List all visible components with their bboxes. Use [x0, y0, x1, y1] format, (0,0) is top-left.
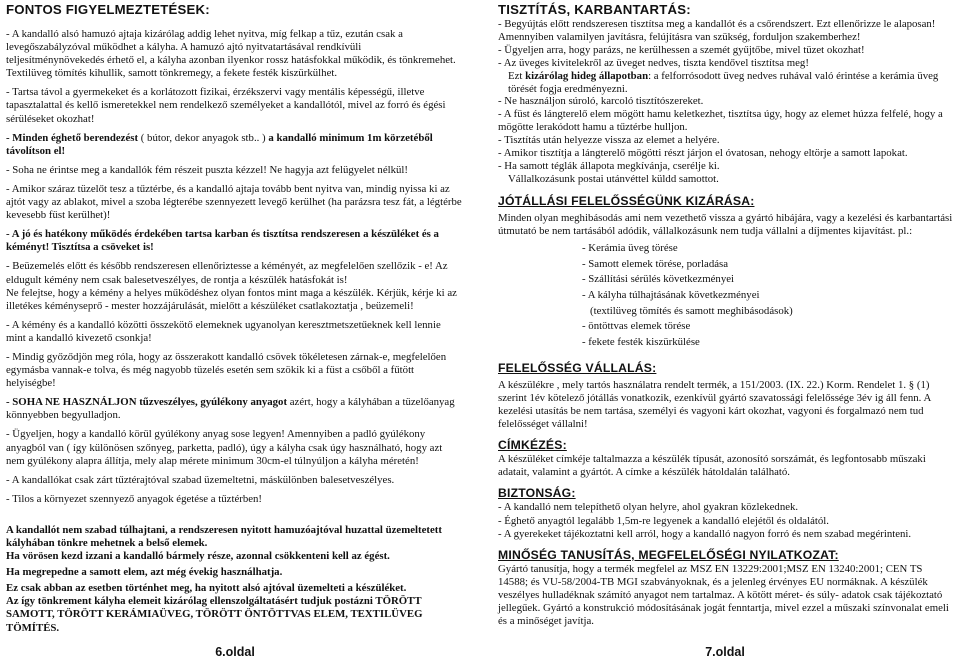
right-page [490, 0, 960, 662]
warning-paragraph: - Ügyeljen, hogy a kandalló körül gyúlékony anyag sose legyen! Amennyiben a padló gyúlékony anyagból van ( így különösen szőnyeg, parketta, padló), úgy a kályha csak úgy használható, hogy azt nem gyúlékony alapra állítja, mely alap mérete minimum 30cm-el túlnyúljon a kályha méretén! [6, 428, 443, 467]
warranty-title: JÓTÁLLÁSI FELELŐSSÉGÜNK KIZÁRÁSA: [498, 193, 755, 208]
safety-line: - A gyerekeket tájékoztatni kell arról, hogy a kandalló nagyon forró és nem szabad megérinteni. [498, 527, 912, 540]
warranty-item: - fekete festék kiszürkülése [582, 336, 700, 349]
warranty-item: - Samott elemek törése, porladása [582, 257, 729, 270]
certification-text: Gyártó tanusítja, hogy a termék megfelel az MSZ EN 13229:2001;MSZ EN 13240:2001; CEN TS 14588; és VU-58/2004-TB MGI szabványoknak, és a jelenleg érvényes EU normáknak. A készülék veszélyes hulladéknak számító anyagot nem tartalmaz. A kötött méret- és súly- adatok csak tájékoztató jellegűek. Gyártó a konstrukció módosításának jogát fenntartja, mivel ezzel a műszaki színvonalat emeli és a minőséget javítja. [498, 562, 949, 628]
cleaning-line: - Az üveges kivitelekről az üveget nedves, tiszta kendővel tisztítsa meg! [498, 56, 809, 69]
bold-notice-line: Ez csak abban az esetben történhet meg, ha nyitott alsó ajtóval üzemelteti a készüléket. [6, 582, 407, 595]
cleaning-line: Vállalkozásunk postai utánvéttel küldd samottot. [508, 172, 719, 185]
warning-paragraph [6, 132, 462, 158]
warning-paragraph [6, 396, 462, 422]
warning-paragraph: - A jó és hatékony működés érdekében tartsa karban és tisztítsa rendszeresen a készüléket és a kéményt! Tisztítsa a csöveket is! [6, 228, 439, 254]
cleaning-line: - Begyújtás előtt rendszeresen tisztítsa meg a kandallót és a csőrendszert. Ezt ellenőrizze le alaposan! Amennyiben valamilyen javításra, felújításra van szükség, forduljon szakemberhez! [498, 18, 936, 43]
page-number: 7.oldal [705, 645, 745, 659]
warranty-item: (textilüveg tömítés és samott meghibásodások) [590, 304, 793, 317]
cleaning-line: - Amikor tisztítja a lángterelő mögötti részt járjon el óvatosan, nehogy eltörje a samott lapokat. [498, 147, 908, 160]
bold-notice-line: Ha vörösen kezd izzani a kandalló bármely része, azonnal csökkenteni kell az égést. [6, 550, 390, 563]
cleaning-bold-part: kizárólag hideg állapotban [525, 69, 649, 82]
warning-bold-part: - SOHA NE HASZNÁLJON [6, 396, 137, 409]
warning-paragraph: - Mindig győződjön meg róla, hogy az összerakott kandalló csövek tökéletesen zárnak-e, megfelelően egymásba vannak-e tolva, és még nagyobb tüzelés esetén sem szökik ki a füst a csőből a fűtött helyiségbe! [6, 350, 447, 390]
warning-paragraph: - Amikor száraz tüzelőt tesz a tűztérbe, és a kandalló ajtaja tovább bent nyitva van, mindig nyissa ki az ajtót vagy az ablakot, mivel a szoba légterébe szennyezett levegő kerülhet (ha parázsra tesz fát, a légtérbe kevesebb füst kerülhet)! [6, 182, 462, 222]
warning-paragraph: - A kandallókat csak zárt tűztérajtóval szabad üzemeltetni, máskülönben balesetveszélyes. [6, 473, 395, 486]
warning-bold-part: tűzveszélyes, gyúlékony anyagot [136, 396, 290, 409]
bold-notice-line: A kandallót nem szabad túlhajtani, a rendszeresen nyitott hamuzóajtóval huzattal üzemeltetett kályhában tönkre mehetnek a belső elemek. [6, 523, 442, 549]
warning-paragraph: - Beüzemelés előtt és később rendszeresen ellenőriztesse a kéményét, az megfelelően szellőzik - e! Az eldugult kémény nem csak balesetveszélyes, de rontja a készülék hatásfokát is! [6, 260, 448, 286]
warning-paragraph: - Soha ne érintse meg a kandallók fém részeit puszta kézzel! Ne hagyja azt felügyelet nélkül! [6, 163, 409, 176]
warning-normal-part: ( bútor, dekor anyagok stb.. ) [138, 131, 269, 144]
liability-title: FELELŐSSÉG VÁLLALÁS: [498, 360, 657, 375]
bold-notice-line: Az így tönkrement kályha elemeit kizárólag ellenszolgáltatásért tudjuk postázni TÖRÖTT SAMOTT, TÖRÖTT KERÁMIAÜVEG, TÖRÖTT ÖNTÖTTVAS ELEM, TEXTILÜVEG TÖMÍTÉS. [6, 595, 423, 634]
safety-title: BIZTONSÁG: [498, 486, 576, 501]
warning-paragraph: Ne felejtse, hogy a kémény a helyes működéshez olyan fontos mint maga a készülék. Kérjük, kérje ki az illetékes kéményseprő - mester hozzájárulását, mielőtt a készüléket csatlakoztatja , beüzemeli! [6, 286, 457, 312]
warning-normal-part: azért, hogy a kályhában a tüzelőanyag könnyebben begyulladjon. [6, 396, 455, 422]
bold-notice-line: Ha megrepedne a samott elem, azt még évekig használhatja. [6, 566, 283, 579]
warning-paragraph: - Tartsa távol a gyermekeket és a korlátozott fizikai, érzékszervi vagy mentális képességű, illetve tapasztalattal és kellő ismeretekkel nem rendelkező személyeket a kandallótól, mivel az forró és égési sérüléseket okozhat! [6, 86, 446, 125]
warning-bold-part: - Minden éghető berendezést [6, 131, 139, 144]
cleaning-line: - Ha samott téglák állapota megkívánja, cserélje ki. [498, 159, 720, 172]
safety-line: - A kandalló nem telepíthető olyan helyre, ahol gyakran közlekednek. [498, 501, 799, 514]
cleaning-line: - Ne használjon súroló, karcoló tisztítószereket. [498, 95, 704, 108]
cleaning-line: - Tisztítás után helyezze vissza az elemet a helyére. [498, 134, 720, 147]
right-column [490, 2, 960, 628]
cleaning-title: TISZTÍTÁS, KARBANTARTÁS: [498, 2, 691, 17]
cleaning-line: - A füst és lángterelő elem mögött hamu keletkezhet, tisztítsa úgy, hogy az elemet húzza felfelé, hogy a mögötte lerakódott hamu a tűztérbe hulljon. [498, 108, 943, 134]
liability-text: A készülékre , mely tartós használatra rendelt termék, a 151/2003. (IX. 22.) Korm. Rendelet 1. § (1) szerint 1év kötelező jótállás vonatkozik, ezenkívül gyártó szavatossági felelőssége 3év ig áll fenn. A kezelési utasítás be nem tartása, személyi és vagyoni kárt okozhat, vagyoni és forgalmazó nem tud felelősséget vállalni! [498, 378, 931, 431]
warranty-item: - Kerámia üveg törése [582, 241, 678, 254]
bold-notice-block [6, 524, 462, 635]
warranty-item: - Szállítási sérülés következményei [582, 273, 735, 286]
left-page [0, 0, 470, 662]
warning-paragraph: - Tilos a környezet szennyező anyagok égetése a tűztérben! [6, 492, 263, 505]
warning-paragraph: - A kandalló alsó hamuzó ajtaja kizárólag addig lehet nyitva, míg felkap a tűz, ezután csak a levegőszabályzóval működhet a kályha. A hamuzó ajtó nyitvatartásával rendkívüli teljesítménynövekedés érhető el, a kályha azonban ilyenkor rossz hatásfokkal működik, és tönkremehet. Textilüveg tömítés kihullik, samott tönkremegy, a fekete festék kiszürkülhet. [6, 28, 456, 80]
warranty-list [498, 241, 954, 351]
safety-line: - Éghető anyagtól legalább 1,5m-re legyenek a kandalló elejétől és oldalától. [498, 514, 829, 527]
warranty-item: - A kályha túlhajtásának következményei [582, 289, 760, 302]
page-number: 6.oldal [215, 645, 255, 659]
warning-paragraph: - A kémény és a kandalló közötti összekötő elemeknek ugyanolyan keresztmetszetűeknek kell lennie mint a kandalló kivezető csonkja! [6, 318, 441, 344]
warning-bold-part: a kandalló minimum 1m körzetéből távolítson el! [6, 131, 433, 157]
labeling-text: A készüléket címkéje taltalmazza a készülék típusát, azonosító sorszámát, és legfontosabb műszaki adatait, valamint a gyártót. A címke a készülék hátoldalán található. [498, 453, 926, 479]
certification-title: MINŐSÉG TANUSÍTÁS, MEGFELELŐSÉGI NYILATKOZAT: [498, 547, 839, 562]
warnings-title: FONTOS FIGYELMEZTETÉSEK: [6, 2, 210, 17]
cleaning-line [498, 70, 954, 96]
warranty-item: - öntöttvas elemek törése [582, 320, 691, 333]
left-column [0, 2, 470, 635]
cleaning-normal-part: : a felforrósodott üveg nedves ruhával való érintése a kerámia üveg törését fogja eredményezni. [508, 69, 939, 95]
cleaning-normal-part: Ezt [508, 69, 526, 82]
labeling-title: CÍMKÉZÉS: [498, 438, 567, 453]
warranty-text: Minden olyan meghibásodás ami nem vezethető vissza a gyártó hibájára, vagy a kezelési és karbantartási útmutató be nem tartásából adódik, vállalkozásunk nem tudja vállalni a díjmentes kijavítást. pl.: [498, 211, 953, 237]
cleaning-line: - Ügyeljen arra, hogy parázs, ne kerülhessen a szemét gyűjtőbe, mivel tüzet okozhat! [498, 43, 865, 56]
